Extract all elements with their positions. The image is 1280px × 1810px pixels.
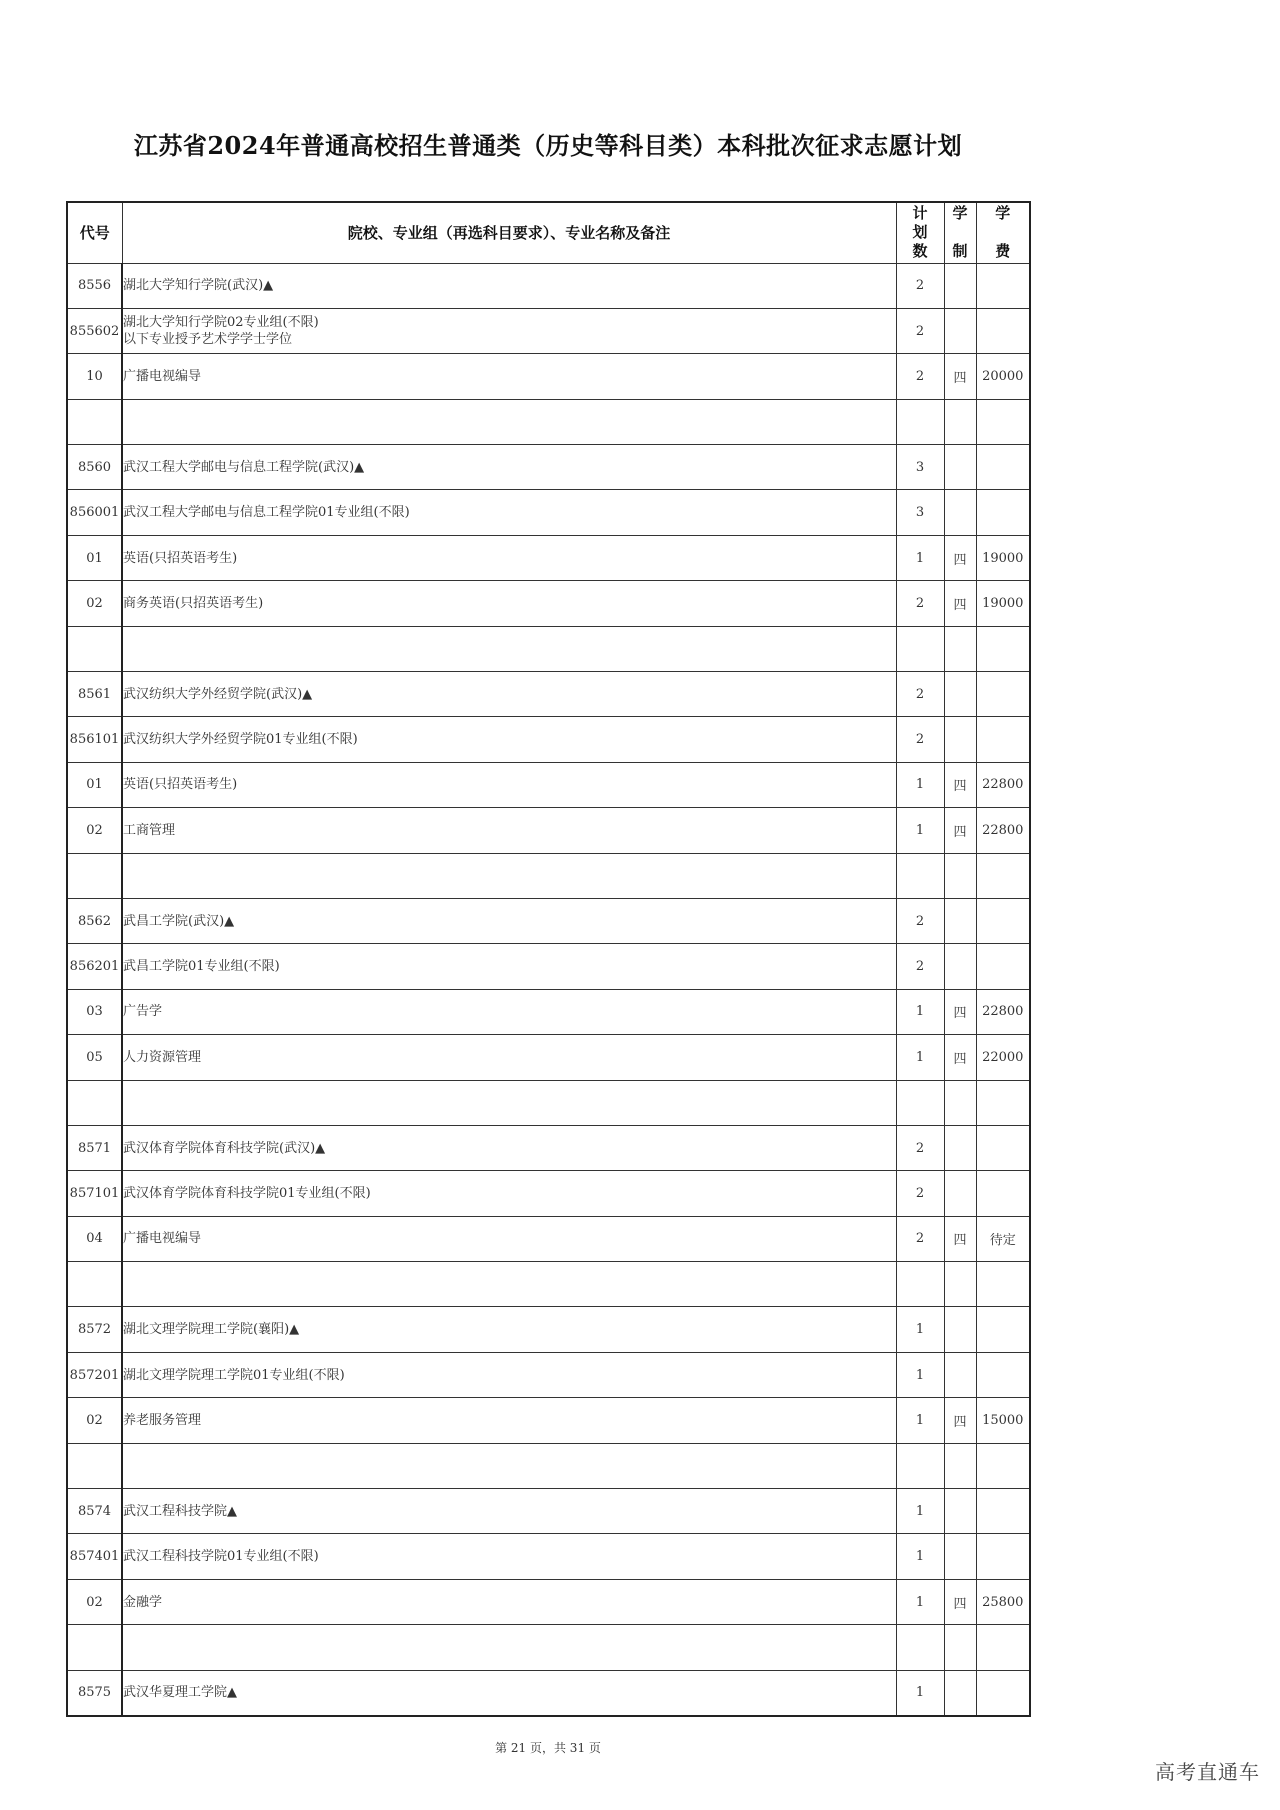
row-plan-count: 1 xyxy=(896,1398,944,1443)
row-code: 8561 xyxy=(67,672,122,717)
row-name-text: 武汉纺织大学外经贸学院(武汉)▲ xyxy=(123,686,313,702)
row-name-text: 武汉工程大学邮电与信息工程学院(武汉)▲ xyxy=(123,459,365,475)
table-row xyxy=(67,1080,1030,1125)
row-plan-count: 1 xyxy=(896,989,944,1034)
row-study-years xyxy=(944,1171,976,1216)
row-name-text: 人力资源管理 xyxy=(123,1049,202,1065)
table-header-row xyxy=(67,202,1030,263)
row-code: 8575 xyxy=(67,1670,122,1715)
row-name-text: 广播电视编导 xyxy=(123,368,202,384)
table-row xyxy=(67,1035,1030,1080)
row-code: 8560 xyxy=(67,445,122,490)
header-tuition xyxy=(976,202,1030,263)
table-row xyxy=(67,989,1030,1034)
row-plan-count xyxy=(896,1262,944,1307)
table-row xyxy=(67,308,1030,353)
row-name xyxy=(122,263,896,308)
header-fee-char: 学 xyxy=(995,204,1011,223)
row-code: 10 xyxy=(67,354,122,399)
row-plan-count: 1 xyxy=(896,1670,944,1715)
table-row xyxy=(67,853,1030,898)
row-name-text: 武汉华夏理工学院▲ xyxy=(123,1685,237,1701)
row-code: 01 xyxy=(67,762,122,807)
row-name-text: 金融学 xyxy=(123,1594,163,1610)
row-name xyxy=(122,853,896,898)
row-study-years xyxy=(944,1262,976,1307)
row-name-text: 武汉体育学院体育科技学院(武汉)▲ xyxy=(123,1140,326,1156)
row-study-years: 四 xyxy=(944,1398,976,1443)
row-note-text: 以下专业授予艺术学学士学位 xyxy=(123,332,293,348)
row-study-years xyxy=(944,1489,976,1534)
row-name-text: 养老服务管理 xyxy=(123,1412,202,1428)
row-code: 8572 xyxy=(67,1307,122,1352)
table-row xyxy=(67,1579,1030,1624)
row-plan-count: 2 xyxy=(896,354,944,399)
row-plan-count: 1 xyxy=(896,535,944,580)
table-row xyxy=(67,1625,1030,1670)
row-code xyxy=(67,1625,122,1670)
row-study-years xyxy=(944,308,976,353)
header-system-char: 制 xyxy=(952,242,968,261)
row-tuition: 22800 xyxy=(976,989,1030,1034)
table-row xyxy=(67,1670,1030,1715)
row-code xyxy=(67,1443,122,1488)
row-name xyxy=(122,1534,896,1579)
row-plan-count: 1 xyxy=(896,808,944,853)
row-name xyxy=(122,672,896,717)
row-code: 856001 xyxy=(67,490,122,535)
row-code: 02 xyxy=(67,1398,122,1443)
table-row xyxy=(67,1125,1030,1170)
row-name xyxy=(122,445,896,490)
header-plan-char: 计 xyxy=(912,204,928,223)
row-plan-count: 1 xyxy=(896,762,944,807)
row-name xyxy=(122,1443,896,1488)
table-row xyxy=(67,717,1030,762)
row-tuition xyxy=(976,1262,1030,1307)
row-tuition xyxy=(976,1125,1030,1170)
row-name-text: 武昌工学院01专业组(不限) xyxy=(123,959,280,975)
row-name-text: 工商管理 xyxy=(123,822,176,838)
row-name-text: 广播电视编导 xyxy=(123,1231,202,1247)
table-row xyxy=(67,1534,1030,1579)
row-code: 02 xyxy=(67,1579,122,1624)
row-plan-count: 1 xyxy=(896,1489,944,1534)
row-name xyxy=(122,1262,896,1307)
row-plan-count: 2 xyxy=(896,717,944,762)
row-plan-count xyxy=(896,399,944,444)
row-code: 05 xyxy=(67,1035,122,1080)
row-code: 8562 xyxy=(67,898,122,943)
row-plan-count: 2 xyxy=(896,944,944,989)
page-footer: 第 21 页，共 31 页 xyxy=(495,1741,601,1755)
row-code: 01 xyxy=(67,535,122,580)
row-study-years: 四 xyxy=(944,1579,976,1624)
table-row xyxy=(67,808,1030,853)
row-study-years xyxy=(944,399,976,444)
row-plan-count: 2 xyxy=(896,1125,944,1170)
row-study-years xyxy=(944,1443,976,1488)
row-plan-count: 1 xyxy=(896,1534,944,1579)
row-study-years xyxy=(944,944,976,989)
table-row xyxy=(67,399,1030,444)
table-row xyxy=(67,1398,1030,1443)
row-tuition: 22000 xyxy=(976,1035,1030,1080)
row-name xyxy=(122,1398,896,1443)
row-plan-count: 1 xyxy=(896,1307,944,1352)
row-tuition xyxy=(976,853,1030,898)
row-name-text: 湖北文理学院理工学院01专业组(不限) xyxy=(123,1367,345,1383)
row-tuition xyxy=(976,490,1030,535)
row-name xyxy=(122,1216,896,1261)
row-tuition xyxy=(976,399,1030,444)
row-name xyxy=(122,308,896,353)
row-study-years: 四 xyxy=(944,989,976,1034)
row-name xyxy=(122,354,896,399)
row-study-years xyxy=(944,445,976,490)
admission-plan-table xyxy=(66,201,1031,1717)
header-plan-char: 划 xyxy=(912,223,928,242)
row-code: 857201 xyxy=(67,1352,122,1397)
row-plan-count: 2 xyxy=(896,1216,944,1261)
table-row xyxy=(67,1171,1030,1216)
row-plan-count: 2 xyxy=(896,308,944,353)
row-name xyxy=(122,1080,896,1125)
table-row xyxy=(67,581,1030,626)
row-tuition xyxy=(976,626,1030,671)
table-row xyxy=(67,626,1030,671)
row-tuition xyxy=(976,1625,1030,1670)
row-tuition xyxy=(976,898,1030,943)
table-row xyxy=(67,490,1030,535)
row-code: 857101 xyxy=(67,1171,122,1216)
row-study-years xyxy=(944,717,976,762)
row-study-years xyxy=(944,898,976,943)
row-tuition xyxy=(976,445,1030,490)
table-row xyxy=(67,1307,1030,1352)
row-tuition xyxy=(976,1489,1030,1534)
header-code: 代号 xyxy=(67,202,122,263)
row-name-text: 武汉工程科技学院▲ xyxy=(123,1503,237,1519)
row-name xyxy=(122,989,896,1034)
row-code: 03 xyxy=(67,989,122,1034)
row-name xyxy=(122,1171,896,1216)
row-tuition: 19000 xyxy=(976,581,1030,626)
row-name-text: 广告学 xyxy=(123,1004,163,1020)
row-code xyxy=(67,1080,122,1125)
row-name-text: 武昌工学院(武汉)▲ xyxy=(123,913,235,929)
row-tuition xyxy=(976,263,1030,308)
row-plan-count: 2 xyxy=(896,1171,944,1216)
row-name xyxy=(122,1489,896,1534)
row-study-years: 四 xyxy=(944,1035,976,1080)
row-name-text: 武汉工程大学邮电与信息工程学院01专业组(不限) xyxy=(123,505,410,521)
row-name-text: 武汉纺织大学外经贸学院01专业组(不限) xyxy=(123,732,358,748)
row-code: 04 xyxy=(67,1216,122,1261)
row-tuition xyxy=(976,1534,1030,1579)
row-plan-count: 2 xyxy=(896,581,944,626)
row-plan-count: 1 xyxy=(896,1579,944,1624)
row-code: 8571 xyxy=(67,1125,122,1170)
row-name xyxy=(122,944,896,989)
row-name xyxy=(122,581,896,626)
row-code xyxy=(67,399,122,444)
row-plan-count xyxy=(896,853,944,898)
row-tuition xyxy=(976,308,1030,353)
table-row xyxy=(67,1262,1030,1307)
row-plan-count: 3 xyxy=(896,490,944,535)
row-code: 02 xyxy=(67,808,122,853)
row-study-years xyxy=(944,1670,976,1715)
header-fee-char: 费 xyxy=(995,242,1011,261)
row-name xyxy=(122,626,896,671)
row-name xyxy=(122,717,896,762)
row-name xyxy=(122,1579,896,1624)
table-row xyxy=(67,354,1030,399)
row-name-text: 武汉工程科技学院01专业组(不限) xyxy=(123,1549,319,1565)
row-tuition xyxy=(976,1307,1030,1352)
row-code xyxy=(67,626,122,671)
row-tuition: 25800 xyxy=(976,1579,1030,1624)
row-study-years: 四 xyxy=(944,762,976,807)
row-name xyxy=(122,898,896,943)
row-name xyxy=(122,535,896,580)
header-study-years xyxy=(944,202,976,263)
header-system-char: 学 xyxy=(952,204,968,223)
row-plan-count xyxy=(896,1443,944,1488)
row-tuition: 15000 xyxy=(976,1398,1030,1443)
row-name-text: 湖北大学知行学院(武汉)▲ xyxy=(123,278,274,294)
document-title: 江苏省2024年普通高校招生普通类（历史等科目类）本科批次征求志愿计划 xyxy=(133,131,963,160)
row-code: 856201 xyxy=(67,944,122,989)
row-name xyxy=(122,762,896,807)
row-study-years xyxy=(944,1625,976,1670)
table-row xyxy=(67,1352,1030,1397)
row-plan-count: 3 xyxy=(896,445,944,490)
row-plan-count: 2 xyxy=(896,263,944,308)
table-row xyxy=(67,1443,1030,1488)
table-row xyxy=(67,1489,1030,1534)
table-row xyxy=(67,263,1030,308)
row-study-years: 四 xyxy=(944,354,976,399)
row-study-years: 四 xyxy=(944,808,976,853)
row-tuition xyxy=(976,944,1030,989)
row-plan-count xyxy=(896,626,944,671)
table-row xyxy=(67,535,1030,580)
header-plan-char: 数 xyxy=(912,242,928,261)
row-name xyxy=(122,399,896,444)
row-name-text: 英语(只招英语考生) xyxy=(123,777,238,793)
table-row xyxy=(67,898,1030,943)
row-study-years xyxy=(944,853,976,898)
row-code: 857401 xyxy=(67,1534,122,1579)
row-name-text: 英语(只招英语考生) xyxy=(123,550,238,566)
row-plan-count xyxy=(896,1625,944,1670)
table-row xyxy=(67,762,1030,807)
row-tuition xyxy=(976,1171,1030,1216)
row-tuition: 19000 xyxy=(976,535,1030,580)
row-plan-count xyxy=(896,1080,944,1125)
row-plan-count: 2 xyxy=(896,898,944,943)
row-code xyxy=(67,1262,122,1307)
row-code: 8574 xyxy=(67,1489,122,1534)
row-study-years xyxy=(944,626,976,671)
row-tuition xyxy=(976,672,1030,717)
row-name xyxy=(122,1035,896,1080)
row-name-text: 湖北文理学院理工学院(襄阳)▲ xyxy=(123,1322,300,1338)
table-row xyxy=(67,944,1030,989)
row-code: 02 xyxy=(67,581,122,626)
row-code: 8556 xyxy=(67,263,122,308)
row-name-text: 武汉体育学院体育科技学院01专业组(不限) xyxy=(123,1186,371,1201)
header-name: 院校、专业组（再选科目要求）、专业名称及备注 xyxy=(122,202,896,263)
row-plan-count: 1 xyxy=(896,1035,944,1080)
row-code: 856101 xyxy=(67,717,122,762)
row-name xyxy=(122,490,896,535)
row-tuition xyxy=(976,1080,1030,1125)
row-name xyxy=(122,1352,896,1397)
row-tuition xyxy=(976,1352,1030,1397)
row-plan-count: 1 xyxy=(896,1352,944,1397)
row-study-years xyxy=(944,1352,976,1397)
row-name-text: 商务英语(只招英语考生) xyxy=(123,595,264,611)
row-tuition: 22800 xyxy=(976,808,1030,853)
watermark: 高考直通车 xyxy=(1155,1760,1260,1784)
row-study-years: 四 xyxy=(944,581,976,626)
row-name xyxy=(122,1307,896,1352)
table-row xyxy=(67,672,1030,717)
row-code: 855602 xyxy=(67,308,122,353)
row-tuition xyxy=(976,1443,1030,1488)
table-row xyxy=(67,1216,1030,1261)
row-name xyxy=(122,1125,896,1170)
row-name xyxy=(122,1625,896,1670)
row-study-years: 四 xyxy=(944,1216,976,1261)
row-tuition: 22800 xyxy=(976,762,1030,807)
row-tuition: 20000 xyxy=(976,354,1030,399)
row-tuition xyxy=(976,1670,1030,1715)
row-study-years xyxy=(944,1080,976,1125)
row-study-years xyxy=(944,672,976,717)
row-study-years xyxy=(944,263,976,308)
row-tuition: 待定 xyxy=(976,1216,1030,1261)
row-study-years xyxy=(944,1534,976,1579)
row-name-text: 湖北大学知行学院02专业组(不限) xyxy=(123,315,319,331)
row-name xyxy=(122,1670,896,1715)
row-study-years xyxy=(944,1125,976,1170)
row-plan-count: 2 xyxy=(896,672,944,717)
row-code xyxy=(67,853,122,898)
header-plan-count xyxy=(896,202,944,263)
row-study-years: 四 xyxy=(944,535,976,580)
row-tuition xyxy=(976,717,1030,762)
row-study-years xyxy=(944,490,976,535)
table-row xyxy=(67,445,1030,490)
row-study-years xyxy=(944,1307,976,1352)
row-name xyxy=(122,808,896,853)
